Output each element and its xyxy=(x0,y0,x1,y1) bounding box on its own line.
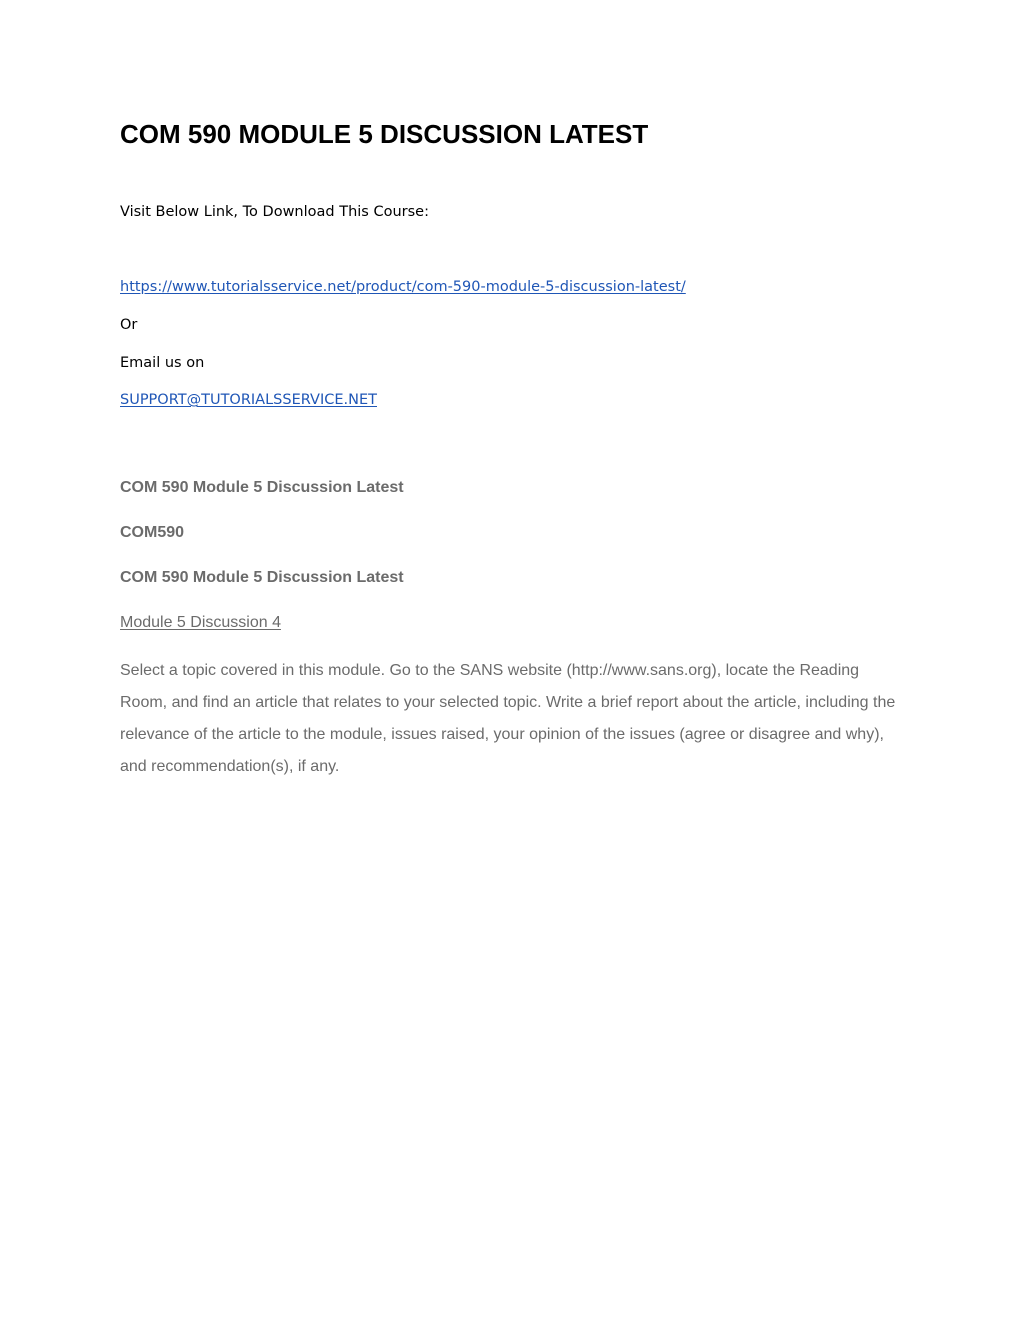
discussion-link[interactable]: Module 5 Discussion 4 xyxy=(120,614,281,631)
page-title: COM 590 MODULE 5 DISCUSSION LATEST xyxy=(120,119,649,149)
email-prompt-text: Email us on xyxy=(120,355,205,371)
support-email-link[interactable]: SUPPORT@TUTORIALSSERVICE.NET xyxy=(120,392,377,408)
or-text: Or xyxy=(120,317,138,333)
section-heading-2: COM 590 Module 5 Discussion Latest xyxy=(120,569,404,586)
course-code-heading: COM590 xyxy=(120,524,185,541)
discussion-link-line xyxy=(120,614,281,632)
download-intro-text: Visit Below Link, To Download This Course: xyxy=(120,204,429,220)
discussion-body-paragraph: Select a topic covered in this module. Go to the SANS website (http://www.sans.org), locate the Reading Room, and find an article that relates to your selected topic. Write a brief report about the article, including the relevance of the article to the module, issues raised, your opinion of the issues (agree or disagree and why), and recommendation(s), if any. xyxy=(120,662,896,775)
section-heading-1: COM 590 Module 5 Discussion Latest xyxy=(120,479,404,496)
course-download-link[interactable]: https://www.tutorialsservice.net/product/com-590-module-5-discussion-latest/ xyxy=(120,279,686,295)
course-link-line xyxy=(120,279,686,295)
support-email-line xyxy=(120,392,377,408)
